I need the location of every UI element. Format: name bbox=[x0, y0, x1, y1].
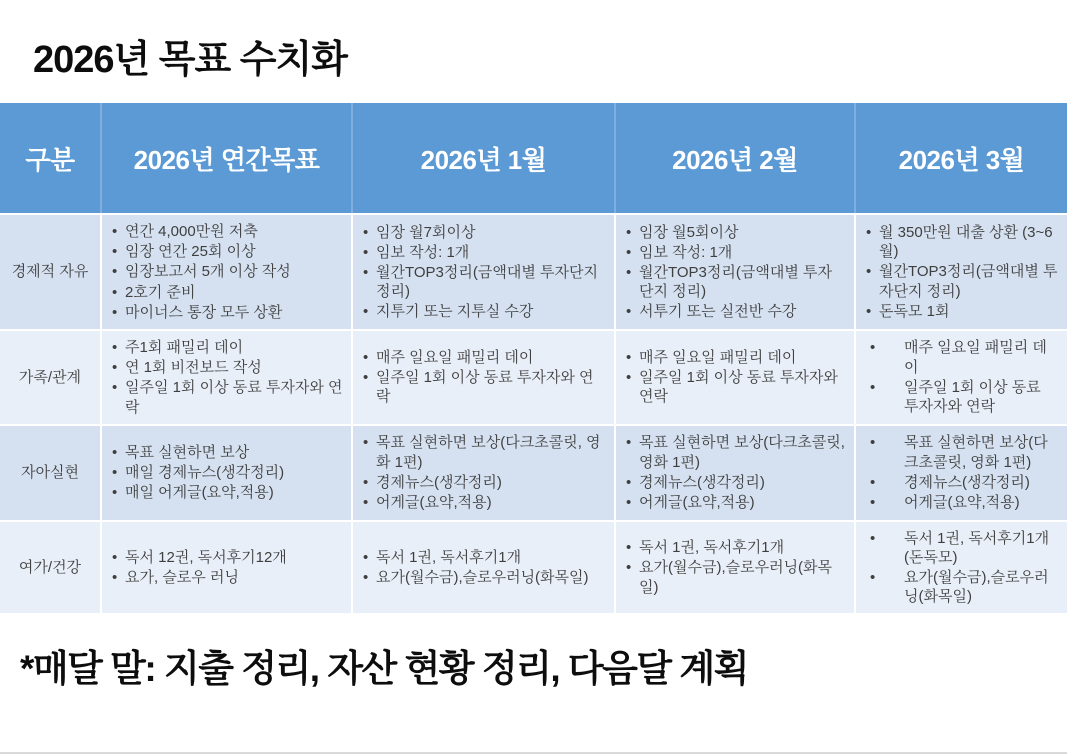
bullet-item: • 요가(월수금),슬로우러닝(화목일) bbox=[624, 558, 846, 596]
bullet-item: • 매주 일요일 패밀리 데이 bbox=[864, 338, 1059, 376]
bullet-item: • 목표 실현하면 보상 bbox=[110, 443, 343, 462]
table-row-family-relations bbox=[0, 330, 1067, 425]
cell-feb-goals bbox=[615, 521, 855, 615]
bullet-list bbox=[624, 433, 846, 512]
bullet-item: • 임장 월5회이상 bbox=[624, 223, 846, 242]
bullet-item: • 어게글(요약,적용) bbox=[864, 493, 1059, 512]
table-row-economic-freedom bbox=[0, 214, 1067, 330]
bullet-item: • 연 1회 비전보드 작성 bbox=[110, 358, 343, 377]
bullet-item: • 독서 12권, 독서후기12개 bbox=[110, 548, 343, 567]
column-header-feb: 2026년 2월 bbox=[615, 103, 855, 214]
bullet-item: • 매주 일요일 패밀리 데이 bbox=[624, 348, 846, 367]
bullet-item: • 요가(월수금),슬로우러닝(화목일) bbox=[864, 568, 1059, 606]
column-header-jan: 2026년 1월 bbox=[352, 103, 615, 214]
bullet-item: • 임장 연간 25회 이상 bbox=[110, 242, 343, 261]
bullet-item: • 마이너스 통장 모두 상환 bbox=[110, 303, 343, 322]
bullet-item: • 목표 실현하면 보상(다크초콜릿, 영화 1편) bbox=[361, 433, 606, 471]
bullet-list bbox=[624, 538, 846, 597]
bullet-list bbox=[110, 338, 343, 417]
bullet-item: • 임장보고서 5개 이상 작성 bbox=[110, 262, 343, 281]
cell-jan-goals bbox=[352, 521, 615, 615]
bullet-item: • 서투기 또는 실전반 수강 bbox=[624, 302, 846, 321]
bullet-item: • 어게글(요약,적용) bbox=[624, 493, 846, 512]
bullet-item: • 임장 월7회이상 bbox=[361, 223, 606, 242]
bullet-item: • 어게글(요약,적용) bbox=[361, 493, 606, 512]
column-header-annual: 2026년 연간목표 bbox=[101, 103, 352, 214]
bullet-item: • 독서 1권, 독서후기1개 (돈독모) bbox=[864, 529, 1059, 567]
bullet-item: • 목표 실현하면 보상(다크초콜릿, 영화 1편) bbox=[864, 433, 1059, 471]
cell-feb-goals bbox=[615, 425, 855, 521]
bullet-list bbox=[624, 348, 846, 407]
bullet-list bbox=[110, 443, 343, 503]
bullet-item: • 연간 4,000만원 저축 bbox=[110, 222, 343, 241]
bullet-item: • 임보 작성: 1개 bbox=[624, 243, 846, 262]
slide-title: 2026년 목표 수치화 bbox=[33, 39, 347, 81]
cell-mar-goals bbox=[855, 330, 1067, 425]
cell-jan-goals bbox=[352, 330, 615, 425]
bullet-item: • 독서 1권, 독서후기1개 bbox=[624, 538, 846, 557]
table-row-self-actualization bbox=[0, 425, 1067, 521]
bullet-list bbox=[361, 223, 606, 322]
bullet-list bbox=[361, 348, 606, 407]
bullet-list bbox=[110, 548, 343, 587]
bullet-item: • 일주일 1회 이상 동료 투자자와 연락 bbox=[864, 378, 1059, 416]
bullet-item: • 독서 1권, 독서후기1개 bbox=[361, 548, 606, 567]
bullet-item: • 일주일 1회 이상 동료 투자자와 연락 bbox=[110, 378, 343, 416]
bullet-list bbox=[864, 529, 1059, 607]
bullet-list bbox=[864, 433, 1059, 512]
bullet-item: • 매일 어게글(요약,적용) bbox=[110, 483, 343, 502]
bullet-item: • 요가(월수금),슬로우러닝(화목일) bbox=[361, 568, 606, 587]
bullet-item: • 월간TOP3정리(금액대별 투자단지 정리) bbox=[624, 263, 846, 301]
bullet-item: • 일주일 1회 이상 동료 투자자와 연락 bbox=[361, 368, 606, 406]
bullet-list bbox=[624, 223, 846, 322]
bullet-item: • 매주 일요일 패밀리 데이 bbox=[361, 348, 606, 367]
column-header-mar: 2026년 3월 bbox=[855, 103, 1067, 214]
bullet-item: • 일주일 1회 이상 동료 투자자와 연락 bbox=[624, 368, 846, 406]
bullet-item: • 월간TOP3정리(금액대별 투자단지 정리) bbox=[361, 263, 606, 301]
cell-mar-goals bbox=[855, 214, 1067, 330]
bullet-item: • 매일 경제뉴스(생각정리) bbox=[110, 463, 343, 482]
cell-annual-goals bbox=[101, 521, 352, 615]
goals-table bbox=[0, 103, 1067, 615]
bullet-item: • 경제뉴스(생각정리) bbox=[361, 473, 606, 492]
bullet-item: • 지투기 또는 지투실 수강 bbox=[361, 302, 606, 321]
cell-feb-goals bbox=[615, 214, 855, 330]
bullet-list bbox=[361, 433, 606, 512]
bullet-list bbox=[864, 223, 1059, 321]
cell-annual-goals bbox=[101, 214, 352, 330]
cell-mar-goals bbox=[855, 521, 1067, 615]
bullet-item: • 돈독모 1회 bbox=[864, 302, 1059, 321]
row-category: 여가/건강 bbox=[0, 521, 101, 615]
bullet-list bbox=[110, 222, 343, 322]
row-category: 경제적 자유 bbox=[0, 214, 101, 330]
row-category: 자아실현 bbox=[0, 425, 101, 521]
cell-annual-goals bbox=[101, 330, 352, 425]
bullet-item: • 주1회 패밀리 데이 bbox=[110, 338, 343, 357]
bullet-item: • 경제뉴스(생각정리) bbox=[864, 473, 1059, 492]
cell-jan-goals bbox=[352, 425, 615, 521]
table-row-leisure-health bbox=[0, 521, 1067, 615]
cell-jan-goals bbox=[352, 214, 615, 330]
bullet-item: • 임보 작성: 1개 bbox=[361, 243, 606, 262]
bullet-item: • 목표 실현하면 보상(다크초콜릿, 영화 1편) bbox=[624, 433, 846, 471]
bullet-item: • 2호기 준비 bbox=[110, 283, 343, 302]
cell-feb-goals bbox=[615, 330, 855, 425]
bullet-list bbox=[361, 548, 606, 587]
bullet-item: • 요가, 슬로우 러닝 bbox=[110, 568, 343, 587]
row-category: 가족/관계 bbox=[0, 330, 101, 425]
column-header-category: 구분 bbox=[0, 103, 101, 214]
footnote: *매달 말: 지출 정리, 자산 현황 정리, 다음달 계획 bbox=[20, 648, 748, 689]
cell-annual-goals bbox=[101, 425, 352, 521]
bullet-item: • 월간TOP3정리(금액대별 투자단지 정리) bbox=[864, 262, 1059, 300]
table-header-row bbox=[0, 103, 1067, 214]
bullet-item: • 경제뉴스(생각정리) bbox=[624, 473, 846, 492]
bullet-list bbox=[864, 338, 1059, 416]
cell-mar-goals bbox=[855, 425, 1067, 521]
bullet-item: • 월 350만원 대출 상환 (3~6월) bbox=[864, 223, 1059, 261]
